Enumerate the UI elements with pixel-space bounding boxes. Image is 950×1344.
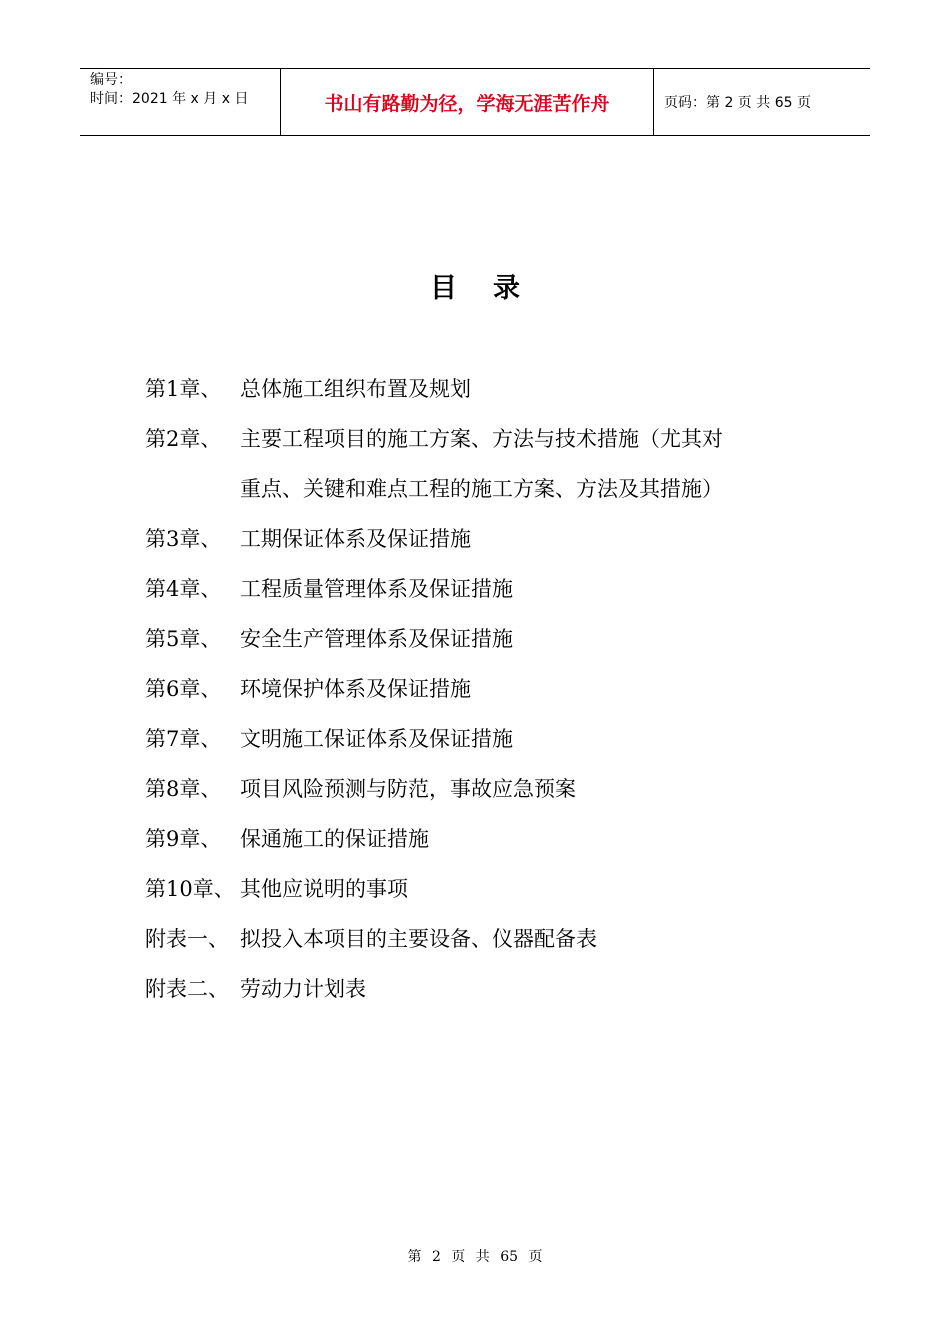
toc-number: 附表一、 — [145, 927, 229, 951]
toc-item — [145, 514, 845, 564]
toc-text-continuation: 重点、关键和难点工程的施工方案、方法及其措施） — [240, 477, 723, 501]
toc-number: 第7章、 — [145, 727, 222, 751]
toc-item — [145, 614, 845, 664]
toc-item — [145, 564, 845, 614]
toc-number: 第3章、 — [145, 527, 222, 551]
page-header — [80, 68, 870, 136]
page-title: 目录 — [430, 273, 556, 304]
toc-text: 保通施工的保证措施 — [240, 827, 429, 851]
toc-number: 第10章、 — [145, 877, 235, 901]
toc-text: 拟投入本项目的主要设备、仪器配备表 — [240, 927, 597, 951]
toc-item — [145, 914, 845, 964]
toc-text: 其他应说明的事项 — [240, 877, 408, 901]
page-footer: 第 2 页 共 65 页 — [407, 1249, 543, 1265]
toc-text: 总体施工组织布置及规划 — [240, 377, 471, 401]
toc-item — [145, 714, 845, 764]
toc-item — [145, 864, 845, 914]
header-motto: 书山有路勤为径，学海无涯苦作舟 — [281, 69, 654, 135]
toc-number: 第1章、 — [145, 377, 222, 401]
time-label: 时间：2021 年 x 月 x 日 — [90, 91, 249, 107]
toc-text: 工程质量管理体系及保证措施 — [240, 577, 513, 601]
toc-item — [145, 764, 845, 814]
toc-number: 第5章、 — [145, 627, 222, 651]
header-meta — [80, 69, 281, 135]
toc-item — [145, 664, 845, 714]
toc-text: 工期保证体系及保证措施 — [240, 527, 471, 551]
toc-item — [145, 364, 845, 414]
toc-text: 项目风险预测与防范，事故应急预案 — [240, 777, 576, 801]
toc-number: 附表二、 — [145, 977, 229, 1001]
toc-text: 主要工程项目的施工方案、方法与技术措施（尤其对 — [240, 427, 723, 451]
toc-text: 安全生产管理体系及保证措施 — [240, 627, 513, 651]
table-of-contents — [145, 364, 845, 1014]
toc-number: 第9章、 — [145, 827, 222, 851]
toc-text: 文明施工保证体系及保证措施 — [240, 727, 513, 751]
toc-number: 第6章、 — [145, 677, 222, 701]
code-label: 编号： — [90, 72, 132, 88]
toc-text: 环境保护体系及保证措施 — [240, 677, 471, 701]
toc-number: 第4章、 — [145, 577, 222, 601]
toc-item — [145, 814, 845, 864]
toc-item — [145, 964, 845, 1014]
header-page-info: 页码：第 2 页 共 65 页 — [664, 95, 811, 111]
toc-item — [145, 414, 845, 514]
toc-number: 第2章、 — [145, 427, 222, 451]
toc-number: 第8章、 — [145, 777, 222, 801]
toc-text: 劳动力计划表 — [240, 977, 366, 1001]
